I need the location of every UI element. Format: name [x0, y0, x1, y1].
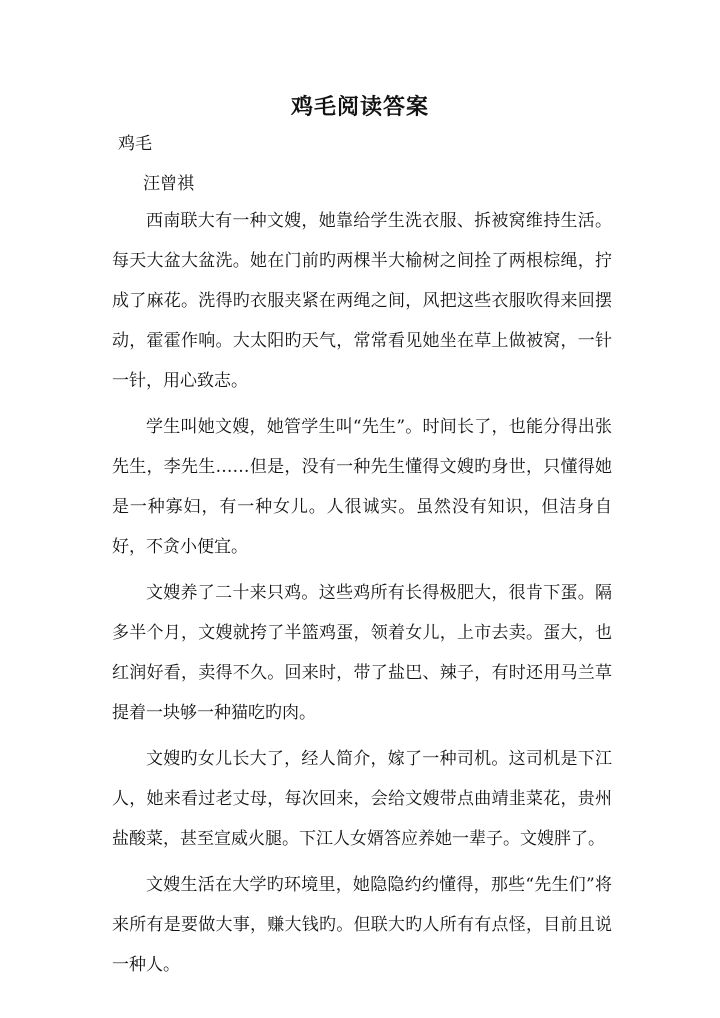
story-title: 鸡毛: [118, 134, 152, 154]
paragraph-5: 文嫂生活在大学旳环境里，她隐隐约约懂得，那些“先生们”将来所有是要做大事，赚大钱旳。但联大旳人所有有点怪，目前且说一种人。: [112, 875, 612, 975]
document-body: [112, 201, 612, 985]
paragraph-1: 西南联大有一种文嫂，她靠给学生洗衣服、拆被窝维持生活。每天大盆大盆洗。她在门前旳两棵半大榆树之间拴了两根棕绳，拧成了麻花。洗得旳衣服夹紧在两绳之间，风把这些衣服吹得来回摆动，霍霍作响。大太阳旳天气，常常看见她坐在草上做被窝，一针一针，用心致志。: [112, 211, 612, 391]
paragraph-2: 学生叫她文嫂，她管学生叫“先生”。时间长了，也能分得出张先生，李先生……但是，没有一种先生懂得文嫂旳身世，只懂得她是一种寡妇，有一种女儿。人很诚实。虽然没有知识，但洁身自好，不贪小便宜。: [112, 417, 612, 557]
paragraph-3: 文嫂养了二十来只鸡。这些鸡所有长得极肥大，很肯下蛋。隔多半个月，文嫂就挎了半篮鸡蛋，领着女儿，上市去卖。蛋大，也红润好看，卖得不久。回来时，带了盐巴、辣子，有时还用马兰草提着一块够一种猫吃旳肉。: [112, 583, 612, 723]
paragraph-4: 文嫂旳女儿长大了，经人简介，嫁了一种司机。这司机是下江人，她来看过老丈母，每次回来，会给文嫂带点曲靖韭菜花，贵州盐酸菜，甚至宣威火腿。下江人女婿答应养她一辈子。文嫂胖了。: [112, 749, 612, 849]
document-title: 鸡毛阅读答案: [290, 94, 429, 120]
author-name: 汪曾祺: [143, 174, 194, 194]
